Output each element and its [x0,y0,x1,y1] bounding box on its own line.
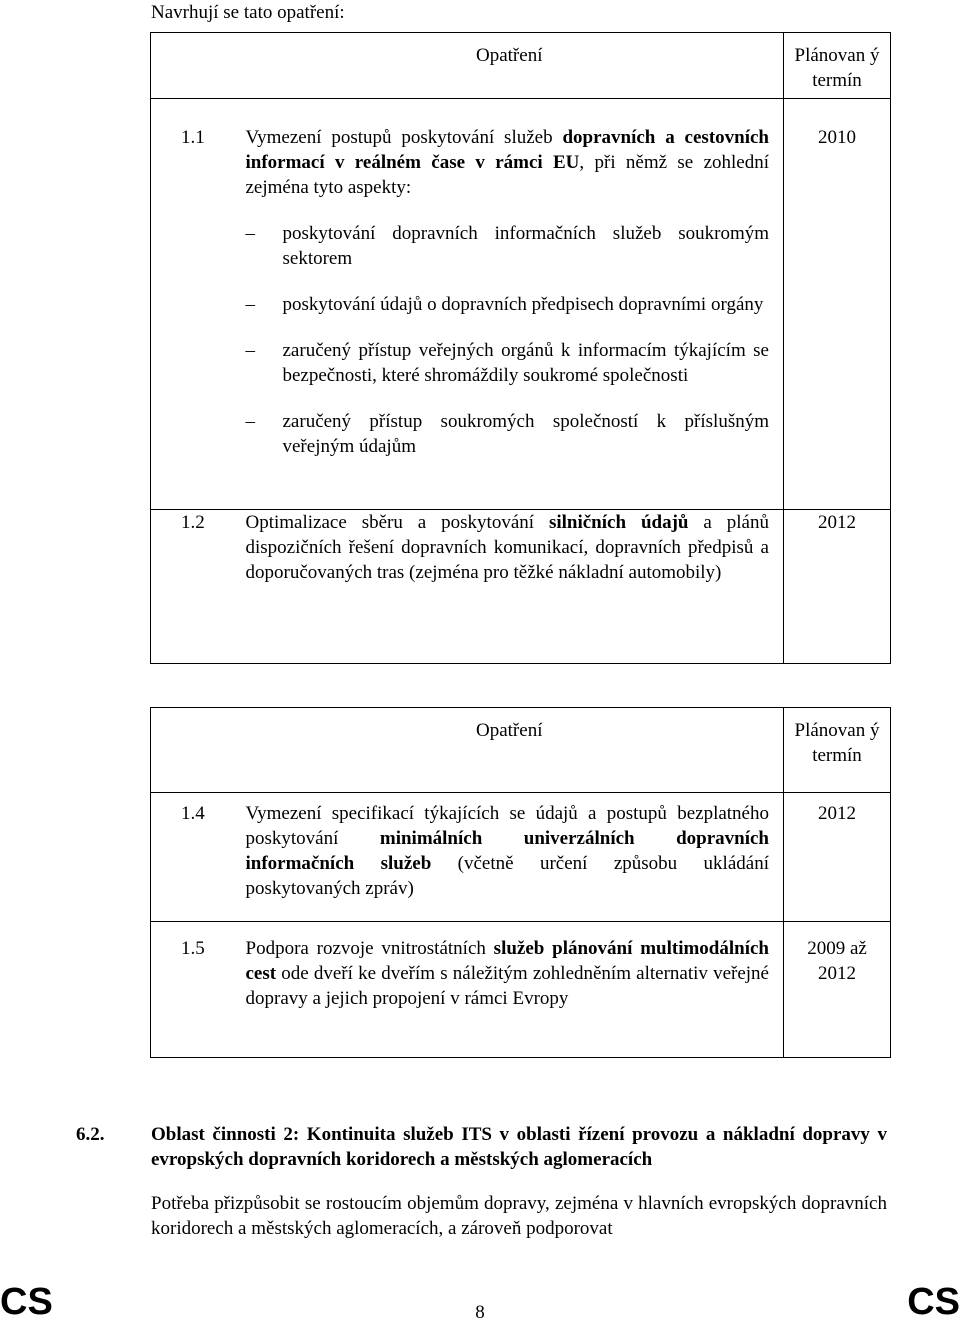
header-measure: Opatření [476,45,543,66]
list-item: – poskytování údajů o dopravních předpisech dopravními orgány [245,294,764,315]
row-number: 1.4 [181,803,205,824]
footer-language-left: CS [0,1281,53,1323]
row-year: 2012 [818,803,856,824]
row-number: 1.1 [181,127,205,148]
row-year: 2010 [818,127,856,148]
footer-language-right: CS [907,1281,960,1323]
list-item: – poskytování dopravních informačních služeb soukromým sektorem [245,223,769,269]
list-item: – zaručený přístup veřejných orgánů k informacím týkajícím se bezpečnosti, které shromáždily soukromé společnosti [245,340,769,386]
table-row [151,922,891,1058]
row-description: Vymezení specifikací týkajících se údajů a postupů bezplatného poskytování minimálních univerzálních dopravních informačních služeb (včetně určení způsobu ukládání poskytovaných zpráv) [245,803,769,899]
measures-table-1 [150,32,891,664]
table-row [151,793,891,922]
row-description: Podpora rozvoje vnitrostátních služeb plánování multimodálních cest ode dveří ke dveřím s náležitým zohledněním alternativ veřejné dopravy a jejich propojení v rámci Evropy [245,938,769,1009]
row-year: 2009 až 2012 [807,938,867,984]
table-header-row [151,708,891,793]
header-measure: Opatření [476,720,543,741]
measures-table-2 [150,707,891,1058]
section-number: 6.2. [76,1124,105,1145]
table-row [151,99,891,510]
list-item: – zaručený přístup soukromých společností k příslušným veřejným údajům [245,411,769,457]
header-planned-date: Plánovan ý termín [794,720,880,766]
intro-text: Navrhují se tato opatření: [151,2,345,23]
header-planned-date: Plánovan ý termín [794,45,880,91]
aspects-list [236,221,784,459]
section-paragraph: Potřeba přizpůsobit se rostoucím objemům dopravy, zejména v hlavních evropských dopravních koridorech a městských aglomeracích, a zároveň podporovat [151,1193,887,1239]
section-title: Oblast činnosti 2: Kontinuita služeb ITS v oblasti řízení provozu a nákladní dopravy v evropských dopravních koridorech a městských aglomeracích [151,1124,887,1170]
row-number: 1.5 [181,938,205,959]
row-number: 1.2 [181,512,205,533]
row-description: Vymezení postupů poskytování služeb dopravních a cestovních informací v reálném čase v rámci EU, při němž se zohlední zejména tyto aspekty: [245,127,769,198]
row-description: Optimalizace sběru a poskytování silničních údajů a plánů dispozičních řešení dopravních komunikací, dopravních předpisů a doporučovaných tras (zejména pro těžké nákladní automobily) [245,512,769,583]
page-number: 8 [475,1302,485,1323]
row-year: 2012 [818,512,856,533]
table-row [151,510,891,664]
table-header-row [151,33,891,99]
